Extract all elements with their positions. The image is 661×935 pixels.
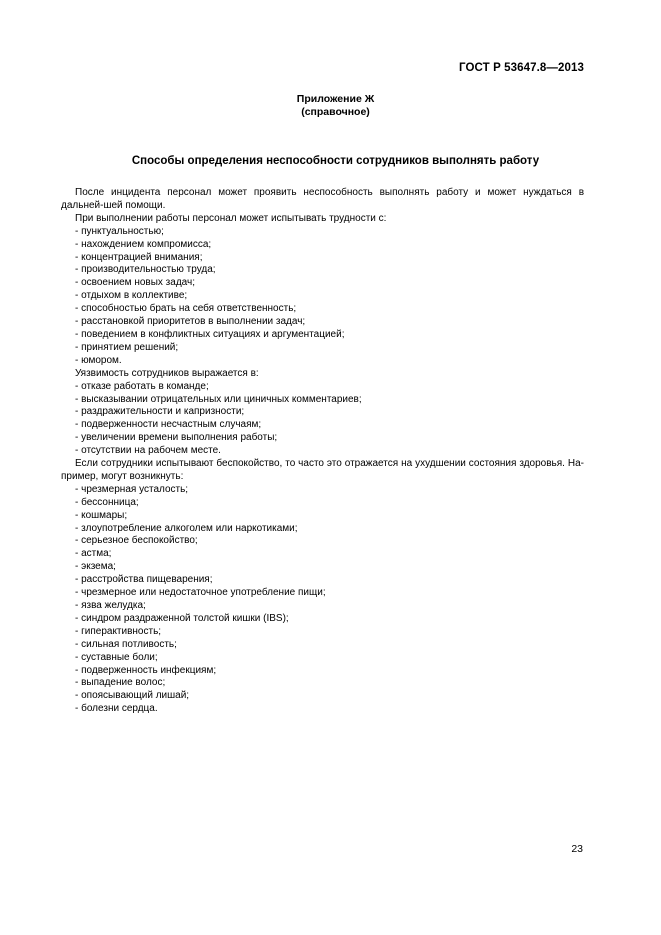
list-item: - болезни сердца. — [75, 703, 158, 715]
page-number: 23 — [571, 843, 583, 855]
list-item: - астма; — [75, 548, 112, 560]
list-item: - отказе работать в команде; — [75, 380, 209, 392]
list-item: - злоупотребление алкоголем или наркотиками; — [75, 522, 298, 534]
annex-title: Приложение Ж — [296, 93, 375, 105]
intro-paragraph: После инцидента персонал может проявить неспособность выполнять работу и может нуждаться в дальней-шей помощи. — [61, 187, 584, 211]
vulnerability-intro: Уязвимость сотрудников выражается в: — [75, 367, 259, 379]
list-item: - нахождением компромисса; — [75, 238, 212, 250]
difficulties-intro: При выполнении работы персонал может испытывать трудности с: — [75, 212, 387, 224]
list-item: - принятием решений; — [75, 341, 179, 353]
list-item: - серьезное беспокойство; — [75, 535, 198, 547]
list-item: - отдыхом в коллективе; — [75, 290, 188, 302]
list-item: - поведением в конфликтных ситуациях и аргументацией; — [75, 328, 345, 340]
list-item: - гиперактивность; — [75, 625, 162, 637]
list-item: - чрезмерное или недостаточное употребление пищи; — [75, 587, 326, 599]
list-item: - расстройства пищеварения; — [75, 574, 213, 586]
list-item: - концентрацией внимания; — [75, 251, 203, 263]
list-item: - освоением новых задач; — [75, 277, 195, 289]
list-item: - юмором. — [75, 354, 122, 366]
list-item: - опоясывающий лишай; — [75, 690, 190, 702]
list-item: - раздражительности и капризности; — [75, 406, 245, 418]
list-item: - производительностью труда; — [75, 264, 216, 276]
list-item: - экзема; — [75, 561, 116, 573]
health-intro: Если сотрудники испытывают беспокойство, то часто это отражается на ухудшении состояния здоровья. На-пример, могут возникнуть: — [61, 458, 584, 482]
list-item: - расстановкой приоритетов в выполнении задач; — [75, 316, 306, 328]
health-list — [61, 484, 584, 716]
list-item: - отсутствии на рабочем месте. — [75, 445, 221, 457]
difficulties-list — [61, 226, 584, 368]
list-item: - суставные боли; — [75, 651, 158, 663]
list-item: - сильная потливость; — [75, 638, 177, 650]
list-item: - подверженность инфекциям; — [75, 664, 217, 676]
list-item: - подверженности несчастным случаям; — [75, 419, 262, 431]
list-item: - высказывании отрицательных или циничных комментариев; — [75, 393, 362, 405]
vulnerability-list — [61, 381, 584, 458]
list-item: - язва желудка; — [75, 600, 146, 611]
list-item: - кошмары; — [75, 509, 128, 521]
annex-subtitle: (справочное) — [301, 106, 370, 118]
document-body — [61, 187, 584, 716]
list-item: - увеличении времени выполнения работы; — [75, 432, 278, 444]
list-item: - способностью брать на себя ответственность; — [75, 303, 297, 315]
list-item: - пунктуальностью; — [75, 225, 164, 237]
list-item: - выпадение волос; — [75, 677, 166, 689]
list-item: - чрезмерная усталость; — [75, 483, 189, 495]
list-item: - бессонница; — [75, 496, 139, 508]
list-item: - синдром раздраженной толстой кишки (IBS); — [75, 612, 289, 624]
standard-code: ГОСТ Р 53647.8—2013 — [459, 62, 584, 74]
section-title: Способы определения неспособности сотрудников выполнять работу — [131, 155, 540, 167]
